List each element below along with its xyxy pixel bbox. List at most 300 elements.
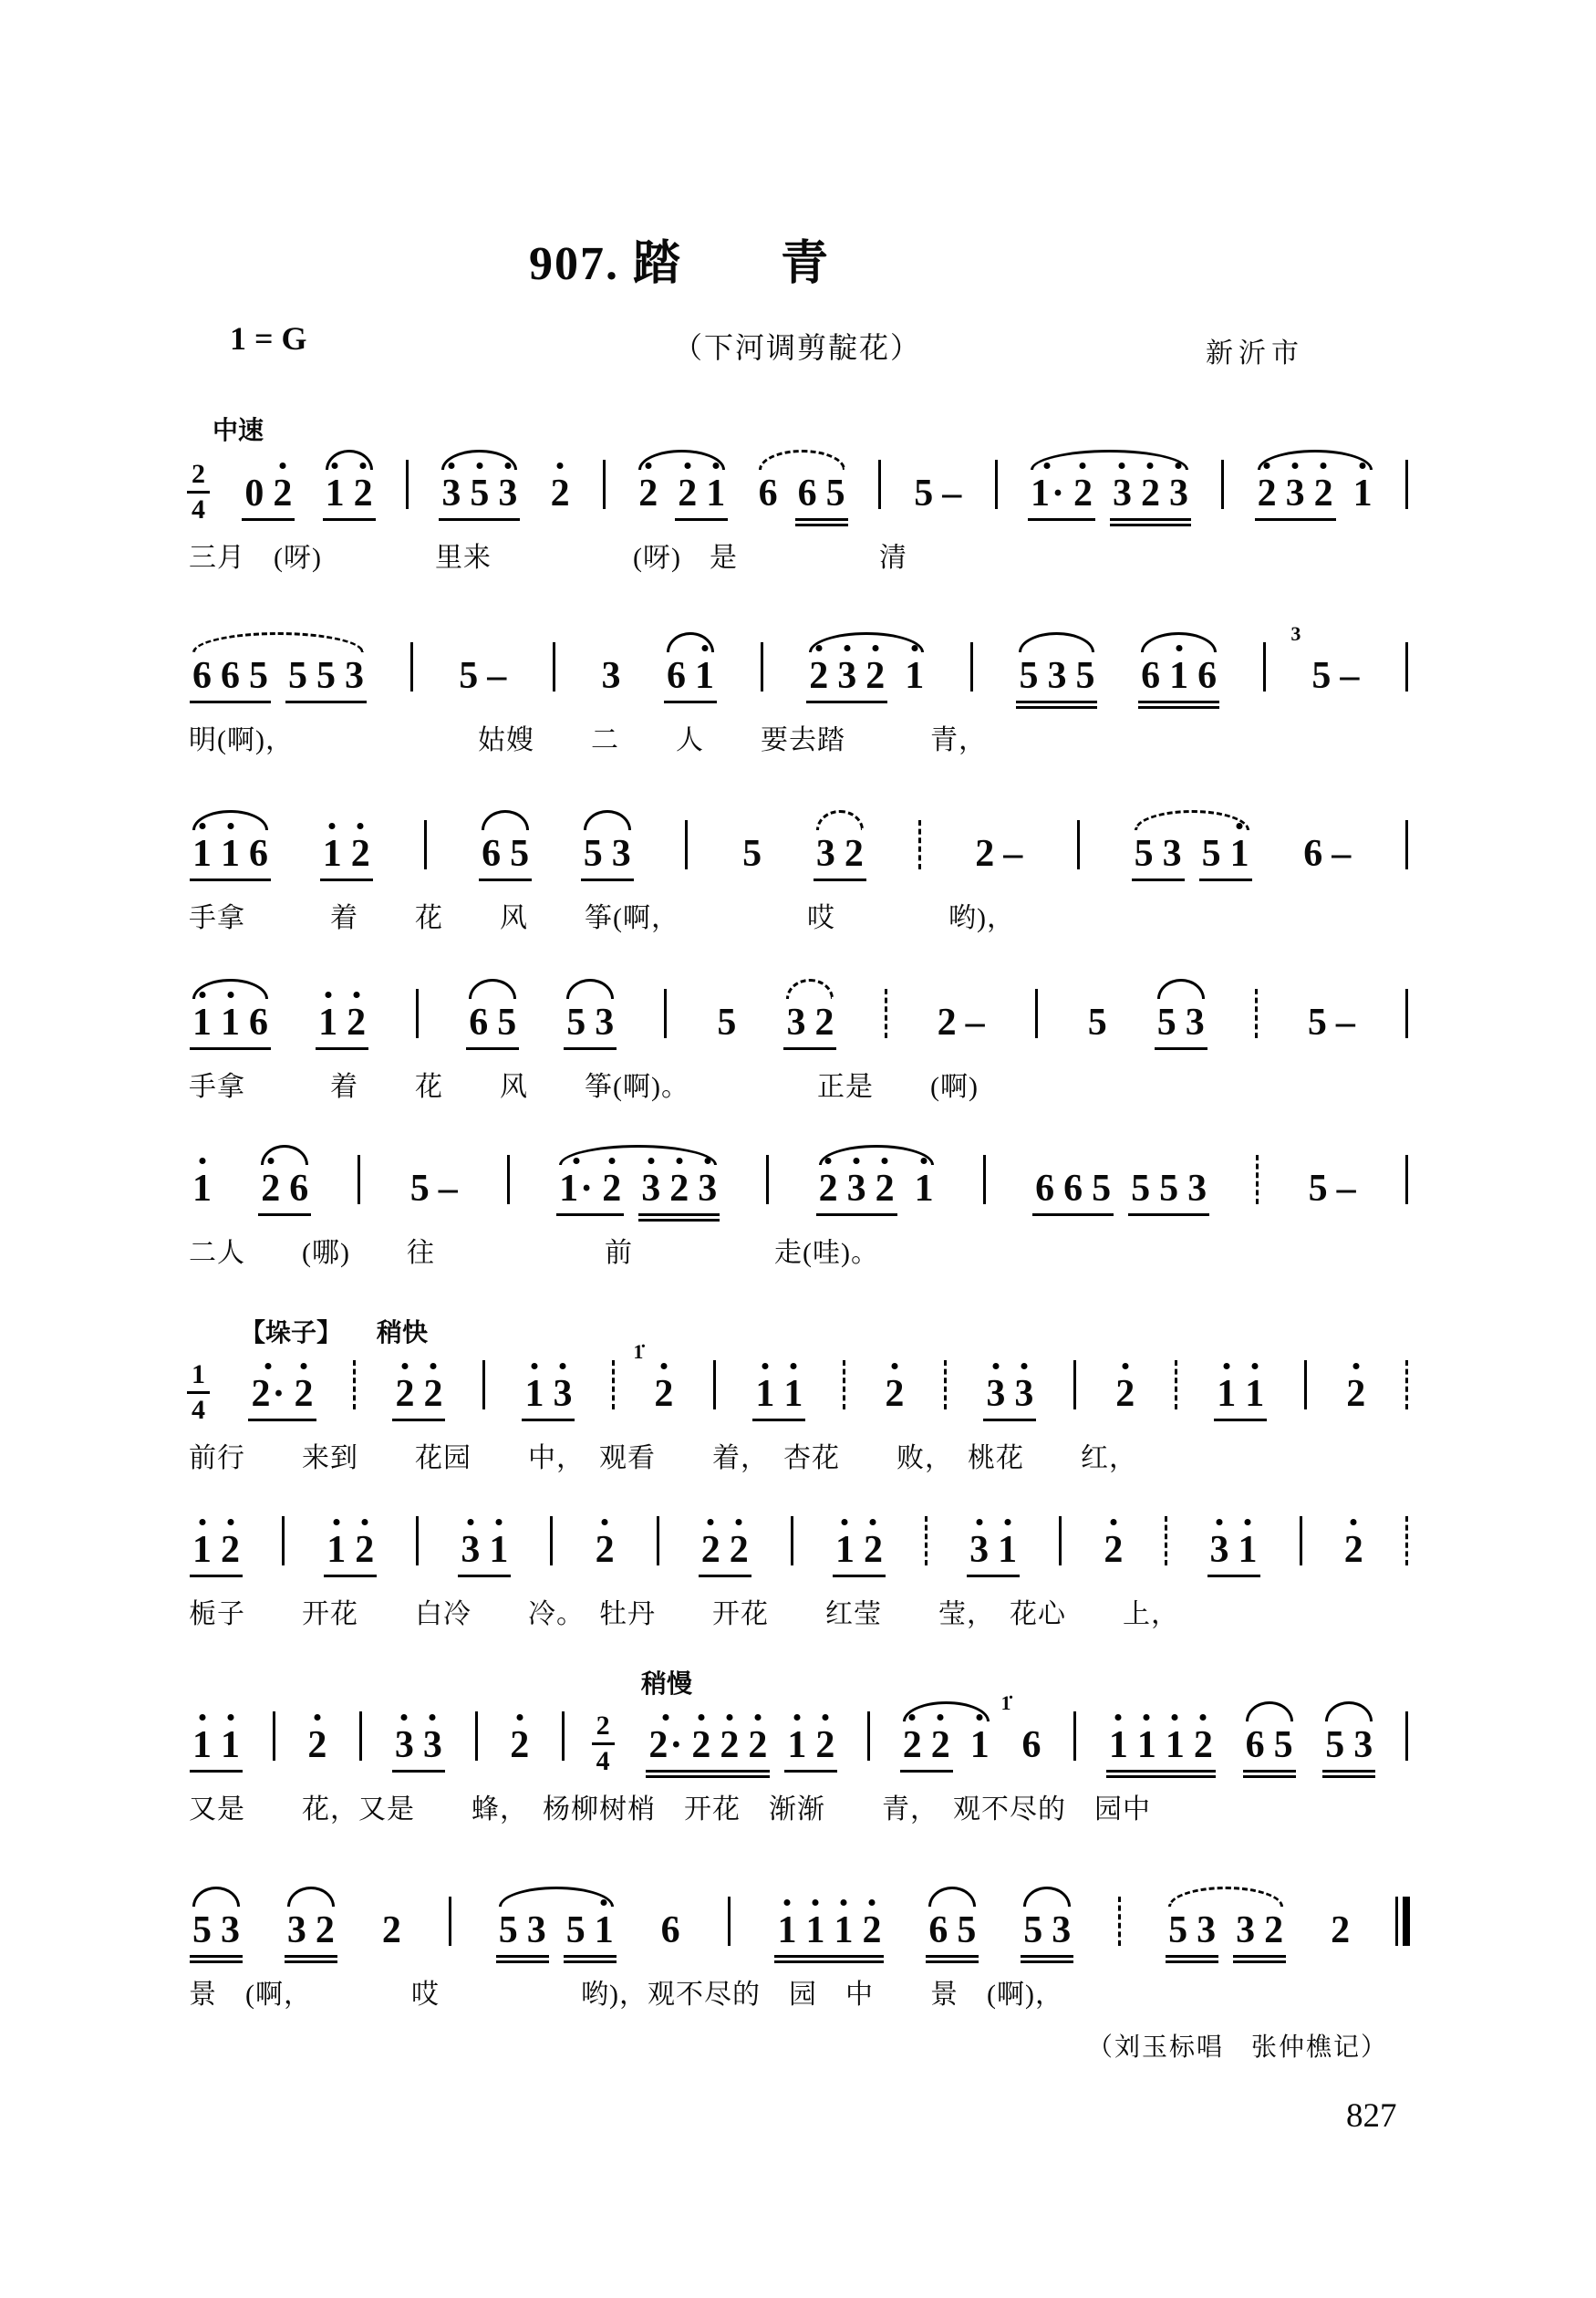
note-digit: 3 bbox=[553, 1373, 573, 1415]
note-digit: 2 bbox=[975, 833, 995, 875]
octave-dot bbox=[360, 463, 367, 469]
barline bbox=[664, 989, 667, 1038]
note-digit: 1 bbox=[326, 1529, 347, 1571]
note-digit: 2 bbox=[550, 473, 570, 515]
slurred-note-group bbox=[1013, 657, 1100, 695]
note-digit: 6 bbox=[1021, 1724, 1042, 1766]
beamed-note-part bbox=[783, 1003, 836, 1042]
note-group bbox=[696, 1531, 754, 1569]
note-digit: 1 bbox=[777, 1909, 797, 1951]
octave-dot bbox=[358, 823, 364, 829]
note-digit: 3 bbox=[1197, 1909, 1217, 1951]
note-digit: 1 bbox=[969, 1724, 990, 1766]
slurred-note-group bbox=[803, 657, 929, 695]
octave-dot bbox=[701, 645, 708, 651]
octave-dot bbox=[504, 463, 511, 469]
tune-name: （下河调剪靛花） bbox=[673, 331, 922, 364]
beamed-note-part bbox=[972, 835, 1025, 873]
note-digit: 1 bbox=[192, 1168, 212, 1210]
octave-dot bbox=[332, 463, 338, 469]
note-digit: 6 bbox=[249, 1002, 268, 1044]
note-group bbox=[643, 1726, 840, 1764]
note-digit: 3 bbox=[698, 1168, 718, 1210]
note-group bbox=[1104, 1726, 1218, 1764]
note-digit: 3 bbox=[1236, 1909, 1256, 1951]
note bbox=[845, 835, 864, 873]
lyrics-line: 栀子 开花 白冷 冷。 牡丹 开花 红莹 莹， 花心 上， bbox=[189, 1599, 1179, 1629]
note bbox=[809, 657, 828, 695]
beamed-note-part bbox=[633, 1340, 676, 1415]
note bbox=[584, 835, 603, 873]
beamed-note-part bbox=[1343, 1375, 1368, 1413]
note-digit: 1 bbox=[192, 1002, 212, 1044]
note-digit: 6 bbox=[758, 473, 778, 515]
note-digit: 3 bbox=[394, 1724, 414, 1766]
octave-dot bbox=[325, 992, 331, 998]
beamed-note-part bbox=[740, 835, 764, 873]
beamed-note-part bbox=[1085, 1003, 1110, 1042]
note bbox=[566, 1911, 586, 1950]
note-digit: 1 bbox=[1245, 1373, 1265, 1415]
note bbox=[551, 474, 570, 513]
octave-dot bbox=[676, 1158, 682, 1164]
octave-dot bbox=[227, 823, 233, 829]
note bbox=[221, 1911, 240, 1950]
note bbox=[786, 1003, 805, 1042]
beamed-note-part bbox=[983, 1375, 1036, 1413]
note bbox=[1187, 1170, 1207, 1208]
beamed-note-part bbox=[1106, 1726, 1216, 1764]
note-digit: – bbox=[487, 655, 507, 697]
octave-dot bbox=[1080, 463, 1086, 469]
barline bbox=[1405, 1711, 1408, 1761]
time-signature-denominator: 4 bbox=[187, 1391, 210, 1424]
barline bbox=[867, 1711, 870, 1761]
octave-dot bbox=[726, 1714, 732, 1721]
note bbox=[1332, 835, 1351, 873]
notes-row bbox=[187, 1340, 1414, 1425]
beamed-note-part bbox=[439, 474, 520, 513]
note-digit: 6 bbox=[482, 833, 502, 875]
music-system bbox=[187, 1893, 1414, 2010]
note-digit: 5 bbox=[409, 1168, 430, 1210]
octave-dot bbox=[882, 1158, 888, 1164]
barline bbox=[1073, 1360, 1076, 1409]
note-digit: – bbox=[1332, 833, 1352, 875]
tempo-section-label: 稍快 bbox=[377, 1319, 429, 1347]
note-digit: 6 bbox=[1063, 1168, 1083, 1210]
music-system bbox=[187, 1151, 1414, 1268]
note-digit: 2 bbox=[355, 1529, 375, 1571]
note-digit: 5 bbox=[1134, 833, 1154, 875]
note bbox=[382, 1911, 401, 1950]
octave-dot bbox=[227, 1714, 233, 1721]
note-digit: 3 bbox=[422, 1724, 442, 1766]
note-digit: 2 bbox=[353, 473, 373, 515]
octave-dot bbox=[573, 1158, 579, 1164]
beamed-note-part bbox=[1032, 1170, 1114, 1208]
note-digit: 6 bbox=[249, 833, 268, 875]
note-digit: 1 bbox=[1136, 1724, 1156, 1766]
note-digit: 3 bbox=[498, 473, 518, 515]
note bbox=[1075, 657, 1094, 695]
note bbox=[192, 1911, 212, 1950]
note bbox=[395, 1375, 414, 1413]
note-digit: 3 bbox=[1052, 1909, 1072, 1951]
note bbox=[938, 1003, 957, 1042]
note bbox=[1303, 835, 1322, 873]
beamed-note-part bbox=[190, 1531, 243, 1569]
note bbox=[669, 1170, 689, 1208]
note-group bbox=[1303, 1170, 1362, 1208]
barline bbox=[282, 1516, 285, 1565]
octave-dot bbox=[854, 1158, 860, 1164]
note bbox=[423, 1375, 442, 1413]
octave-dot bbox=[712, 463, 719, 469]
note-digit: 5 bbox=[288, 655, 307, 697]
beamed-note-part bbox=[1351, 474, 1375, 513]
octave-dot bbox=[754, 1714, 761, 1721]
note bbox=[698, 1170, 717, 1208]
slurred-note-group bbox=[1252, 474, 1378, 513]
beamed-note-part bbox=[285, 657, 367, 695]
note bbox=[986, 1375, 1005, 1413]
note-digit: 1 bbox=[1108, 1724, 1128, 1766]
lyrics-line: 明(啊)， 姑嫂 二 人 要去踏 青， bbox=[189, 725, 987, 755]
dashed-barline bbox=[353, 1360, 356, 1409]
note-group bbox=[377, 1911, 407, 1950]
note bbox=[287, 1911, 306, 1950]
octave-dot bbox=[199, 823, 205, 829]
slurred-note-group bbox=[1240, 1726, 1299, 1764]
octave-dot bbox=[1292, 463, 1299, 469]
octave-dot bbox=[430, 1363, 436, 1369]
octave-dot bbox=[401, 1714, 408, 1721]
note bbox=[288, 657, 307, 695]
lyrics-line: 前行 来到 花园 中， 观看 着， 杏花 败， 桃花 红， bbox=[189, 1443, 1137, 1473]
octave-dot bbox=[602, 1519, 608, 1525]
note bbox=[717, 1003, 736, 1042]
slurred-note-group bbox=[187, 1003, 274, 1042]
note bbox=[527, 1911, 546, 1950]
slurred-note-group bbox=[1320, 1726, 1378, 1764]
note bbox=[261, 1170, 280, 1208]
note bbox=[816, 835, 835, 873]
octave-dot bbox=[704, 1158, 710, 1164]
final-barline-thick bbox=[1403, 1897, 1410, 1946]
note-group bbox=[545, 474, 575, 513]
note-digit: 2 bbox=[1104, 1529, 1124, 1571]
barline bbox=[1304, 1360, 1307, 1409]
octave-dot bbox=[1321, 463, 1327, 469]
music-system bbox=[187, 622, 1414, 755]
note bbox=[691, 1726, 710, 1764]
beamed-note-part bbox=[1016, 657, 1097, 695]
note-group bbox=[750, 1375, 808, 1413]
beamed-note-part bbox=[1207, 1531, 1260, 1569]
barline bbox=[410, 642, 413, 691]
note bbox=[759, 474, 778, 513]
note-digit: 0 bbox=[244, 473, 264, 515]
octave-dot bbox=[314, 1714, 320, 1721]
octave-dot bbox=[531, 1363, 537, 1369]
lyrics-line: 又是 花，又是 蜂， 杨柳树梢 开花 渐渐 青， 观不尽的 园中 bbox=[189, 1794, 1151, 1825]
note-digit: 5 bbox=[825, 473, 845, 515]
note-digit: 2 bbox=[818, 1168, 838, 1210]
note-digit: 2 bbox=[814, 1002, 834, 1044]
beamed-note-part bbox=[1132, 835, 1185, 873]
note-digit: 3 bbox=[1162, 833, 1182, 875]
note-group bbox=[879, 1375, 909, 1413]
note-digit: 3 bbox=[815, 833, 835, 875]
note-digit: 2 bbox=[638, 473, 658, 515]
note bbox=[1230, 835, 1249, 873]
note-digit: 1 bbox=[1169, 655, 1189, 697]
octave-dot bbox=[1245, 1519, 1251, 1525]
note-digit: 2 bbox=[809, 655, 829, 697]
note-digit: 5 bbox=[1308, 1168, 1328, 1210]
barline bbox=[1263, 642, 1266, 691]
note bbox=[678, 474, 697, 513]
note bbox=[826, 474, 845, 513]
note bbox=[1353, 474, 1373, 513]
octave-dot bbox=[279, 463, 285, 469]
note-group bbox=[1298, 835, 1356, 873]
note bbox=[249, 657, 268, 695]
beamed-note-part bbox=[190, 657, 271, 695]
beamed-note-part bbox=[242, 474, 295, 513]
slurred-note-group bbox=[476, 835, 534, 873]
note bbox=[326, 474, 345, 513]
octave-dot bbox=[872, 645, 878, 651]
note-digit: 1 bbox=[805, 1909, 825, 1951]
note-group bbox=[1110, 1375, 1140, 1413]
note bbox=[748, 1726, 767, 1764]
note-group bbox=[389, 1726, 448, 1764]
note-digit: 2 bbox=[691, 1724, 711, 1766]
note-digit: 1 bbox=[221, 833, 240, 875]
octave-dot bbox=[1217, 1519, 1223, 1525]
beamed-note-part bbox=[912, 1170, 937, 1208]
barline bbox=[728, 1897, 731, 1946]
note bbox=[837, 657, 856, 695]
note bbox=[316, 657, 336, 695]
note-digit: 3 bbox=[786, 1002, 806, 1044]
note-digit: 2 bbox=[1346, 1373, 1366, 1415]
tempo-section-label: 中速 bbox=[212, 417, 264, 445]
note-digit: 5 bbox=[1311, 655, 1332, 697]
note-digit: 2 bbox=[748, 1724, 768, 1766]
time-signature-numerator: 2 bbox=[596, 1711, 610, 1741]
note-digit: – bbox=[1003, 833, 1023, 875]
octave-dot bbox=[430, 1714, 436, 1721]
note-digit: 5 bbox=[1201, 833, 1221, 875]
note-digit: 2 bbox=[875, 1168, 895, 1210]
note-digit: 5 bbox=[249, 655, 268, 697]
note-digit: 2 bbox=[273, 473, 293, 515]
octave-dot bbox=[812, 1899, 818, 1906]
octave-dot bbox=[840, 1899, 846, 1906]
octave-dot bbox=[1200, 1714, 1207, 1721]
note-digit: 5 bbox=[192, 1909, 212, 1951]
note-digit: 2 bbox=[885, 1373, 905, 1415]
dashed-barline bbox=[885, 989, 887, 1038]
note bbox=[1073, 474, 1093, 513]
note bbox=[595, 1911, 614, 1950]
beamed-note-part bbox=[1301, 835, 1353, 873]
beamed-note-part bbox=[816, 1170, 897, 1208]
beamed-note-part bbox=[522, 1375, 575, 1413]
slurred-note-group bbox=[633, 474, 731, 513]
grace-note: 1̇ bbox=[633, 1340, 644, 1363]
octave-dot bbox=[977, 1714, 983, 1721]
beamed-note-part bbox=[646, 1726, 770, 1764]
note-digit: 5 bbox=[1273, 1724, 1293, 1766]
note-digit: 2 bbox=[930, 1724, 950, 1766]
note bbox=[1052, 1911, 1071, 1950]
note bbox=[497, 1003, 516, 1042]
note bbox=[482, 835, 501, 873]
note bbox=[470, 474, 489, 513]
slurred-note-group bbox=[187, 657, 369, 695]
notes-row bbox=[187, 1691, 1414, 1776]
note-digit: 5 bbox=[742, 833, 762, 875]
barline bbox=[1300, 1516, 1302, 1565]
note bbox=[1325, 1726, 1344, 1764]
octave-dot bbox=[476, 463, 482, 469]
octave-dot bbox=[842, 1519, 848, 1525]
note-digit: 6 bbox=[660, 1909, 680, 1951]
note bbox=[221, 1531, 240, 1569]
slurred-note-group bbox=[811, 835, 869, 873]
octave-dot bbox=[353, 992, 359, 998]
octave-dot bbox=[660, 1363, 667, 1369]
note bbox=[942, 474, 961, 513]
note-group bbox=[633, 1340, 679, 1415]
beamed-note-part bbox=[1255, 474, 1336, 513]
beamed-note-part bbox=[784, 1726, 837, 1764]
octave-dot bbox=[267, 1158, 274, 1164]
note-digit: 2 bbox=[315, 1909, 335, 1951]
note bbox=[865, 657, 885, 695]
note bbox=[1063, 1170, 1083, 1208]
note bbox=[1141, 657, 1160, 695]
octave-dot bbox=[992, 1363, 999, 1369]
note-group bbox=[1030, 1170, 1212, 1208]
barline bbox=[1073, 1711, 1076, 1761]
note-digit: 6 bbox=[469, 1002, 489, 1044]
dashed-barline bbox=[1255, 989, 1258, 1038]
notes-row bbox=[187, 985, 1414, 1042]
dashed-barline bbox=[1256, 1155, 1259, 1204]
time-signature bbox=[187, 1361, 210, 1424]
note bbox=[1109, 1726, 1128, 1764]
note-digit: 2 bbox=[1343, 1529, 1363, 1571]
note bbox=[1194, 1726, 1213, 1764]
note-digit: 3 bbox=[641, 1168, 661, 1210]
note-digit: 1 bbox=[1165, 1724, 1185, 1766]
note bbox=[1353, 1726, 1373, 1764]
note bbox=[273, 474, 292, 513]
note bbox=[601, 657, 620, 695]
barline bbox=[1405, 460, 1408, 509]
note-digit: 3 bbox=[969, 1529, 990, 1571]
beamed-note-part bbox=[795, 474, 848, 513]
note-group bbox=[1098, 1531, 1128, 1569]
note bbox=[612, 835, 631, 873]
note bbox=[928, 1911, 948, 1950]
barline bbox=[761, 642, 763, 691]
note-digit: 6 bbox=[1141, 655, 1161, 697]
note bbox=[1169, 657, 1188, 695]
note-digit: 3 bbox=[1187, 1168, 1207, 1210]
barline bbox=[791, 1516, 793, 1565]
barline bbox=[766, 1155, 769, 1204]
note bbox=[1035, 1170, 1054, 1208]
note-digit: 1 bbox=[834, 1529, 855, 1571]
note bbox=[1337, 1170, 1356, 1208]
notes-row bbox=[187, 456, 1414, 525]
note-group bbox=[1325, 1911, 1355, 1950]
beamed-note-part bbox=[1128, 1170, 1209, 1208]
note-digit: 1 bbox=[221, 1002, 240, 1044]
note-digit: 2 bbox=[865, 655, 886, 697]
note-digit: 1 bbox=[322, 833, 342, 875]
note-digit: 3 bbox=[441, 473, 461, 515]
augmentation-dot: · bbox=[1051, 473, 1064, 515]
note-digit: 3 bbox=[1047, 655, 1067, 697]
note-group bbox=[389, 1375, 448, 1413]
note bbox=[295, 1375, 314, 1413]
octave-dot bbox=[662, 1714, 668, 1721]
octave-dot bbox=[870, 1519, 876, 1525]
beamed-note-part bbox=[392, 1375, 445, 1413]
beamed-note-part bbox=[408, 1170, 461, 1208]
note-digit: – bbox=[1340, 655, 1360, 697]
barline bbox=[1405, 1155, 1408, 1204]
note-digit: 2 bbox=[902, 1724, 922, 1766]
beamed-note-part bbox=[814, 835, 866, 873]
note bbox=[1331, 1911, 1350, 1950]
octave-dot bbox=[559, 1363, 565, 1369]
note-digit: 1 bbox=[1238, 1529, 1258, 1571]
note bbox=[638, 474, 658, 513]
note bbox=[318, 1003, 337, 1042]
note bbox=[192, 657, 212, 695]
beamed-note-part bbox=[190, 1911, 243, 1950]
note-digit: 6 bbox=[928, 1909, 948, 1951]
octave-dot bbox=[1004, 1519, 1010, 1525]
note-group bbox=[980, 1375, 1039, 1413]
note-digit: 3 bbox=[1285, 473, 1305, 515]
note bbox=[469, 1003, 488, 1042]
note bbox=[395, 1726, 414, 1764]
augmentation-dot: · bbox=[272, 1373, 285, 1415]
barline bbox=[970, 642, 973, 691]
note-group bbox=[1341, 1375, 1371, 1413]
beamed-note-part bbox=[593, 1531, 617, 1569]
note bbox=[885, 1375, 904, 1413]
note bbox=[423, 1726, 442, 1764]
note bbox=[695, 657, 714, 695]
note-digit: 6 bbox=[1245, 1724, 1265, 1766]
note-digit: 1 bbox=[192, 1529, 212, 1571]
note-digit: 2 bbox=[729, 1529, 749, 1571]
note-digit: – bbox=[965, 1002, 985, 1044]
time-signature bbox=[592, 1712, 615, 1775]
note bbox=[1023, 1911, 1042, 1950]
note bbox=[192, 1531, 212, 1569]
